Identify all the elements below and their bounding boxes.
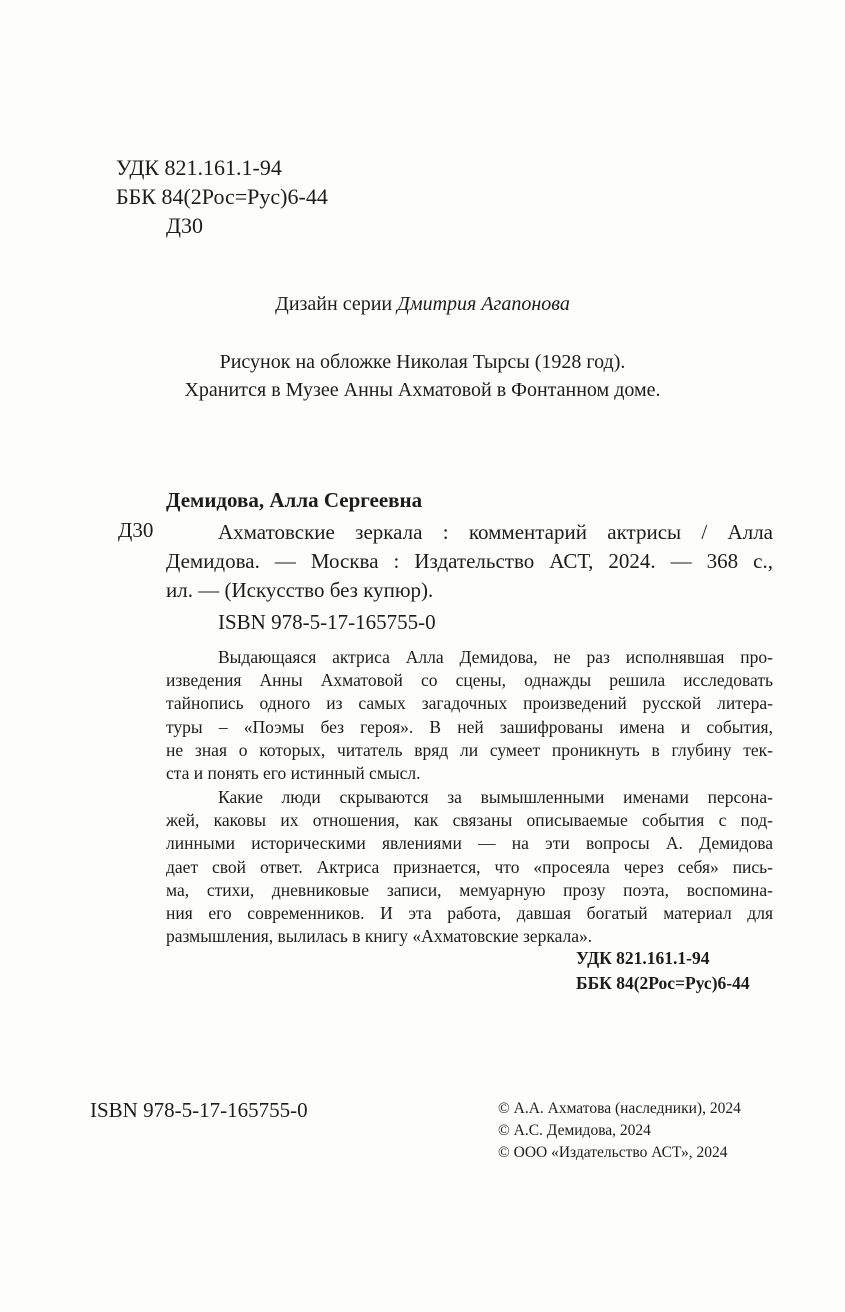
annotation-line: ма, стихи, дневниковые записи, мемуарную прозу поэта, воспомина-	[166, 880, 773, 900]
annotation-line: тайнопись одного из самых загадочных произведений русской литера-	[166, 693, 773, 713]
catalog-title-line: Ахматовские зеркала : комментарий актрисы / Алла	[218, 520, 773, 544]
bbk-code: ББК 84(2Рос=Рус)6-44	[116, 184, 328, 209]
cover-note-line: Хранится в Музее Анны Ахматовой в Фонтанном доме.	[184, 379, 661, 401]
catalog-title-line: Демидова. — Москва : Издательство АСТ, 2024. — 368 с.,	[166, 549, 773, 573]
annotation-line: не зная о которых, читатель вряд ли сумеет проникнуть в глубину тек-	[166, 740, 773, 760]
annotation-line: линными историческими явлениями — на эти вопросы А. Демидова	[166, 833, 773, 853]
catalog-title-line: ил. — (Искусство без купюр).	[166, 578, 434, 602]
bottom-udk-code: УДК 821.161.1-94	[576, 948, 710, 968]
isbn-bottom: ISBN 978-5-17-165755-0	[90, 1098, 308, 1122]
cover-note-line: Рисунок на обложке Николая Тырсы (1928 год).	[219, 351, 626, 373]
annotation-line: ния его современников. И эта работа, давшая богатый материал для	[166, 903, 773, 923]
author-mark: Д30	[166, 213, 204, 238]
design-credit-prefix: Дизайн серии	[275, 293, 398, 315]
bottom-bbk-code: ББК 84(2Рос=Рус)6-44	[576, 973, 750, 993]
annotation-line: ста и понять его истинный смысл.	[166, 763, 421, 783]
designer-name: Дмитрия Агапонова	[397, 293, 570, 315]
annotation-line: Какие люди скрываются за вымышленными именами персона-	[218, 787, 773, 807]
copyright-line: © А.А. Ахматова (наследники), 2024	[498, 1100, 741, 1117]
annotation-line: жей, каковы их отношения, как связаны описываемые события с под-	[166, 810, 773, 830]
annotation-line: туры – «Поэмы без героя». В ней зашифрованы имена и события,	[166, 717, 773, 737]
annotation-line: дает свой ответ. Актриса признается, что «просеяла через себя» пись-	[166, 857, 773, 877]
annotation-line: изведения Анны Ахматовой со сцены, однажды решила исследовать	[166, 670, 773, 690]
copyright-line: © А.С. Демидова, 2024	[498, 1122, 651, 1139]
udk-code: УДК 821.161.1-94	[116, 155, 282, 180]
catalog-author: Демидова, Алла Сергеевна	[166, 488, 423, 512]
catalog-code: Д30	[118, 518, 154, 542]
copyright-line: © ООО «Издательство АСТ», 2024	[498, 1144, 728, 1161]
catalog-isbn: ISBN 978-5-17-165755-0	[218, 610, 436, 634]
cover-note	[0, 348, 845, 404]
design-credit	[0, 293, 845, 316]
annotation-line: Выдающаяся актриса Алла Демидова, не раз исполнявшая про-	[218, 647, 773, 667]
annotation-line: размышления, вылилась в книгу «Ахматовские зеркала».	[166, 926, 593, 946]
